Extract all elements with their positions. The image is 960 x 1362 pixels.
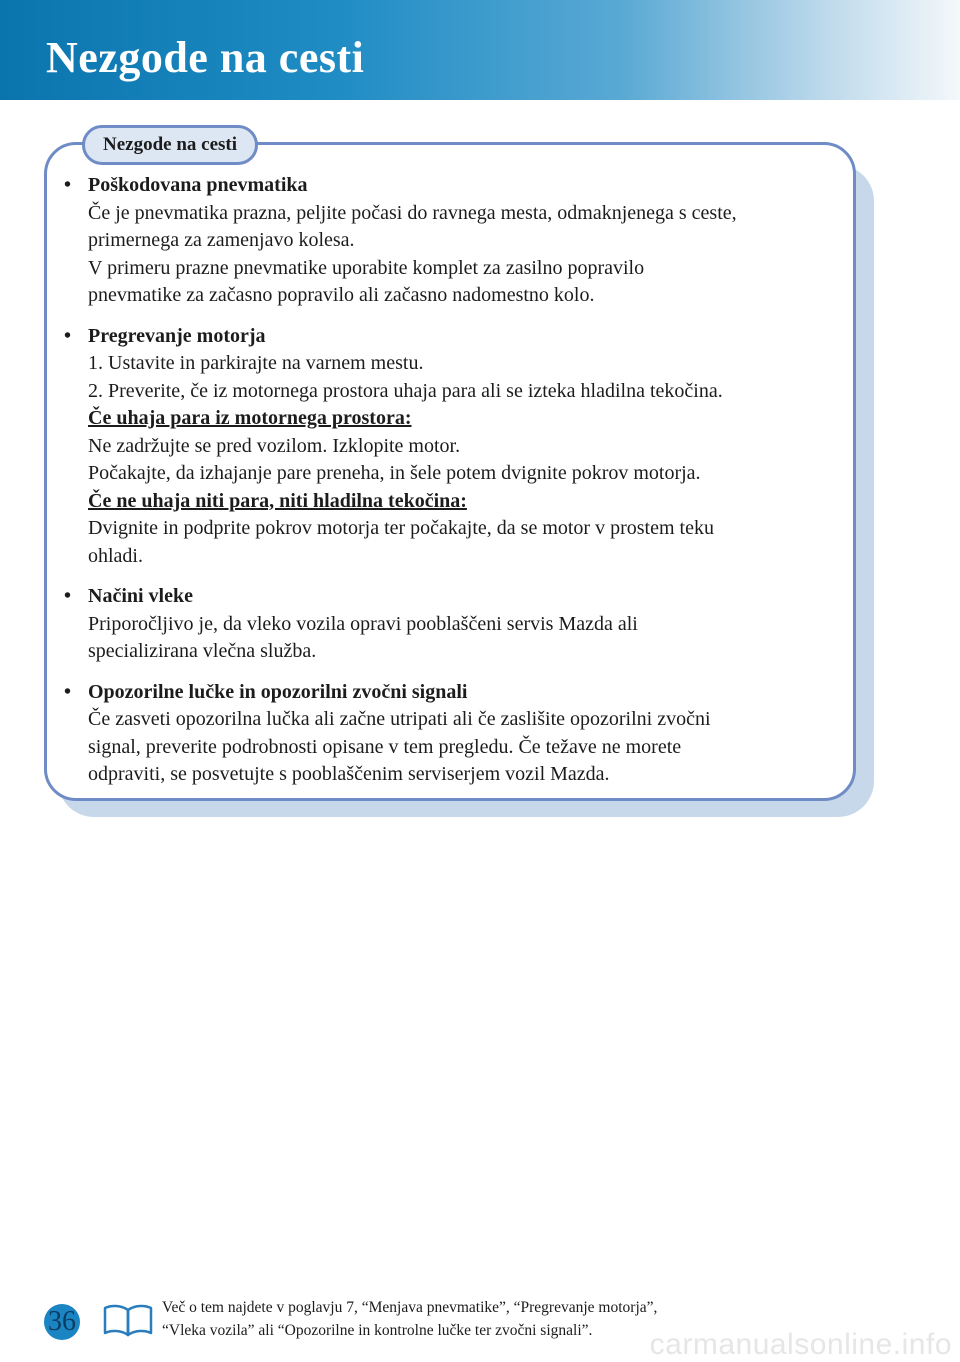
list-item-damaged-tire xyxy=(62,172,842,310)
list-item-warning-lights xyxy=(62,679,842,789)
page-number: 36 xyxy=(48,1306,76,1337)
item-title: Opozorilne lučke in opozorilni zvočni signali xyxy=(88,680,468,703)
panel-tab-label: Nezgode na cesti xyxy=(82,125,258,165)
book-icon xyxy=(102,1302,154,1338)
list-item-overheating xyxy=(62,323,842,571)
text-line: 2. Preverite, če iz motornega prostora uhaja para ali se izteka hladilna tekočina. xyxy=(88,379,723,402)
text-line: primernega za zamenjavo kolesa. xyxy=(88,229,355,251)
text-line: Če zasveti opozorilna lučka ali začne utripati ali če zaslišite opozorilni zvočni xyxy=(88,708,711,730)
item-title: Pregrevanje motorja xyxy=(88,324,266,347)
text-line: ohladi. xyxy=(88,544,143,567)
footer-note-line: “Vleka vozila” ali “Opozorilne in kontrolne lučke ter zvočni signali”. xyxy=(162,1322,593,1339)
text-line: Če je pnevmatika prazna, peljite počasi do ravnega mesta, odmaknjenega s ceste, xyxy=(88,201,737,224)
text-line: odpraviti, se posvetujte s pooblaščenim serviserjem vozil Mazda. xyxy=(88,763,610,785)
text-line: Počakajte, da izhajanje pare preneha, in šele potem dvignite pokrov motorja. xyxy=(88,462,701,484)
text-line: signal, preverite podrobnosti opisane v tem pregledu. Če težave ne morete xyxy=(88,735,682,758)
text-line: Priporočljivo je, da vleko vozila opravi pooblaščeni servis Mazda ali xyxy=(88,612,638,635)
case-heading-no-steam: Če ne uhaja niti para, niti hladilna tekočina: xyxy=(88,489,467,512)
bullet-icon: • xyxy=(64,324,72,347)
panel-content xyxy=(62,172,842,802)
text-line: V primeru prazne pnevmatike uporabite komplet za zasilno popravilo xyxy=(88,256,645,279)
text-line: pnevmatike za začasno popravilo ali začasno nadomestno kolo. xyxy=(88,284,595,306)
list-item-towing xyxy=(62,583,842,666)
text-line: Ne zadržujte se pred vozilom. Izklopite motor. xyxy=(88,434,461,457)
case-heading-steam: Če uhaja para iz motornega prostora: xyxy=(88,407,412,429)
item-title: Poškodovana pnevmatika xyxy=(88,174,308,196)
bullet-icon: • xyxy=(64,585,72,607)
text-line: specializirana vlečna služba. xyxy=(88,640,317,662)
text-line: 1. Ustavite in parkirajte na varnem mestu. xyxy=(88,352,424,374)
page-header xyxy=(0,0,960,100)
page-title: Nezgode na cesti xyxy=(46,33,365,82)
text-line: Dvignite in podprite pokrov motorja ter počakajte, da se motor v prostem teku xyxy=(88,517,714,539)
footer-note-line: Več o tem najdete v poglavju 7, “Menjava pnevmatike”, “Pregrevanje motorja”, xyxy=(162,1299,658,1316)
watermark: carmanualsonline.info xyxy=(649,1328,952,1361)
bullet-icon: • xyxy=(64,174,72,196)
item-title: Načini vleke xyxy=(88,585,193,607)
bullet-icon: • xyxy=(64,680,72,703)
